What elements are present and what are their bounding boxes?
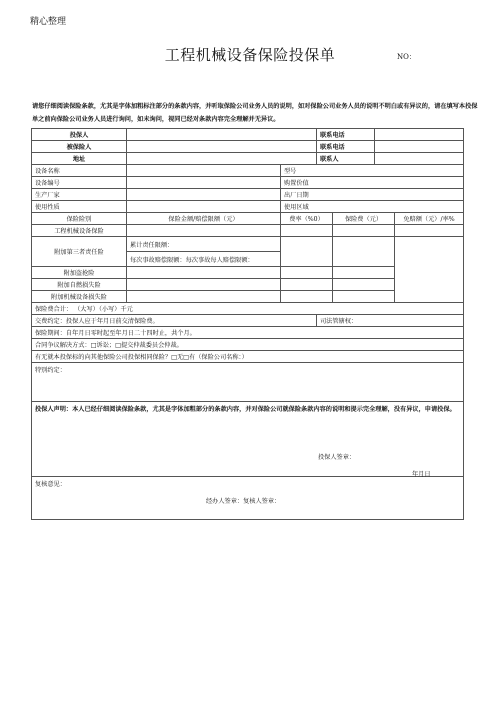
manufacturer-label: 生产厂家 (32, 189, 127, 201)
equipment-loss-rate[interactable] (281, 291, 333, 303)
header-note: 精心整理 (30, 17, 67, 27)
coverage-header-premium: 保险费（元） (333, 213, 395, 225)
coverage-header-amount: 保险金额/赔偿限额（元） (127, 213, 281, 225)
manufacturer-field[interactable] (127, 189, 281, 201)
theft-premium[interactable] (333, 267, 395, 279)
coverage-main-deductible[interactable] (395, 225, 464, 237)
coverage-main-amount[interactable] (127, 225, 281, 237)
form-title: 工程机械设备保险投保单 (164, 46, 336, 64)
equipment-name-label: 设备名称 (32, 165, 127, 177)
other-insurance: 有无就本投保标的向其他保险公司投保相同保险？□无□有（保险公司名称：） (32, 351, 464, 363)
form-number-label: NO： (397, 53, 416, 61)
insured-field[interactable] (127, 141, 317, 153)
coverage-third-party: 附加第三者责任险 (32, 237, 127, 267)
equipment-loss-premium[interactable] (333, 291, 395, 303)
fire-premium[interactable] (333, 279, 395, 291)
coverage-main: 工程机械设备保险 (32, 225, 127, 237)
third-party-rate[interactable] (281, 237, 333, 267)
jurisdiction: 司法管辖权： (317, 315, 464, 327)
per-accident-limit: 每次事故赔偿限额：每次事故每人赔偿限额： (127, 252, 281, 267)
usage-field[interactable] (127, 201, 281, 213)
contact-field[interactable] (375, 153, 464, 165)
fire-rate[interactable] (281, 279, 333, 291)
area-label: 使用区域 (281, 201, 464, 213)
application-form-table (31, 128, 464, 520)
fire-amount[interactable] (127, 279, 281, 291)
theft-rate[interactable] (281, 267, 333, 279)
insured-phone-label: 联系电话 (317, 141, 375, 153)
model-label: 型号 (281, 165, 464, 177)
phone-field[interactable] (375, 129, 464, 141)
price-label: 购置价值 (281, 177, 464, 189)
equipment-loss-amount[interactable] (127, 291, 281, 303)
coverage-header-type: 保险险别 (32, 213, 127, 225)
coverage-main-premium[interactable] (333, 225, 395, 237)
coverage-theft: 附加盗抢险 (32, 267, 127, 279)
address-label: 地址 (32, 153, 127, 165)
coverage-equipment-loss: 附加机械设备损失险 (32, 291, 127, 303)
coverage-fire: 附加自燃损失险 (32, 279, 127, 291)
third-party-premium[interactable] (333, 237, 395, 267)
dispute-resolution: 合同争议解决方式：□诉讼；□提交仲裁委员会仲裁。 (32, 339, 464, 351)
payment-terms: 交费约定：投保人应于年月日前交清保险费。 (32, 315, 317, 327)
equipment-name-field[interactable] (127, 165, 281, 177)
serial-field[interactable] (127, 177, 281, 189)
insurance-period: 保险期间：自年月日零时起至年月日二十四时止，共个月。 (32, 327, 464, 339)
review-opinion: 复核意见： (32, 477, 464, 520)
applicant-field[interactable] (127, 129, 317, 141)
premium-total: 保险费合计： （大写）（小写）千元 (32, 303, 464, 315)
manufacture-date-label: 出厂日期 (281, 189, 464, 201)
intro-notice: 请您仔细阅读保险条款，尤其是字体加粗标注部分的条款内容，并听取保险公司业务人员的说明，如对保险公司业务人员的说明不明白或有异议的，请在填写本投保单之前向保险公司业务人员进行询问，如未询问，视同已经对条款内容完全理解并无异议。 (32, 103, 478, 123)
insured-phone-field[interactable] (375, 141, 464, 153)
insured-label: 被保险人 (32, 141, 127, 153)
cumulative-limit: 累计责任限额： (127, 237, 281, 252)
applicant-declaration: 投保人声明：本人已经仔细阅读保险条款，尤其是字体加粗部分的条款内容，并对保险公司就保险条款内容的说明和提示完全理解，没有异议，申请投保。 (32, 402, 464, 477)
applicant-label: 投保人 (32, 129, 127, 141)
address-field[interactable] (127, 153, 317, 165)
phone-label: 联系电话 (317, 129, 375, 141)
contact-label: 联系人 (317, 153, 375, 165)
usage-label: 使用性质 (32, 201, 127, 213)
special-agreement: 特别约定： (32, 363, 464, 402)
theft-amount[interactable] (127, 267, 281, 279)
coverage-main-rate[interactable] (281, 225, 333, 237)
serial-label: 设备编号 (32, 177, 127, 189)
applicant-signature-label: 投保人签章： (318, 454, 356, 461)
signature-date-label: 年月日 (412, 471, 431, 478)
coverage-header-deductible: 免赔额（元）/率% (395, 213, 464, 225)
coverage-header-rate: 费率（%0） (281, 213, 333, 225)
handler-signature-label: 经办人签章：复核人签章： (206, 498, 281, 505)
deductible-merged-cell[interactable] (395, 237, 464, 303)
